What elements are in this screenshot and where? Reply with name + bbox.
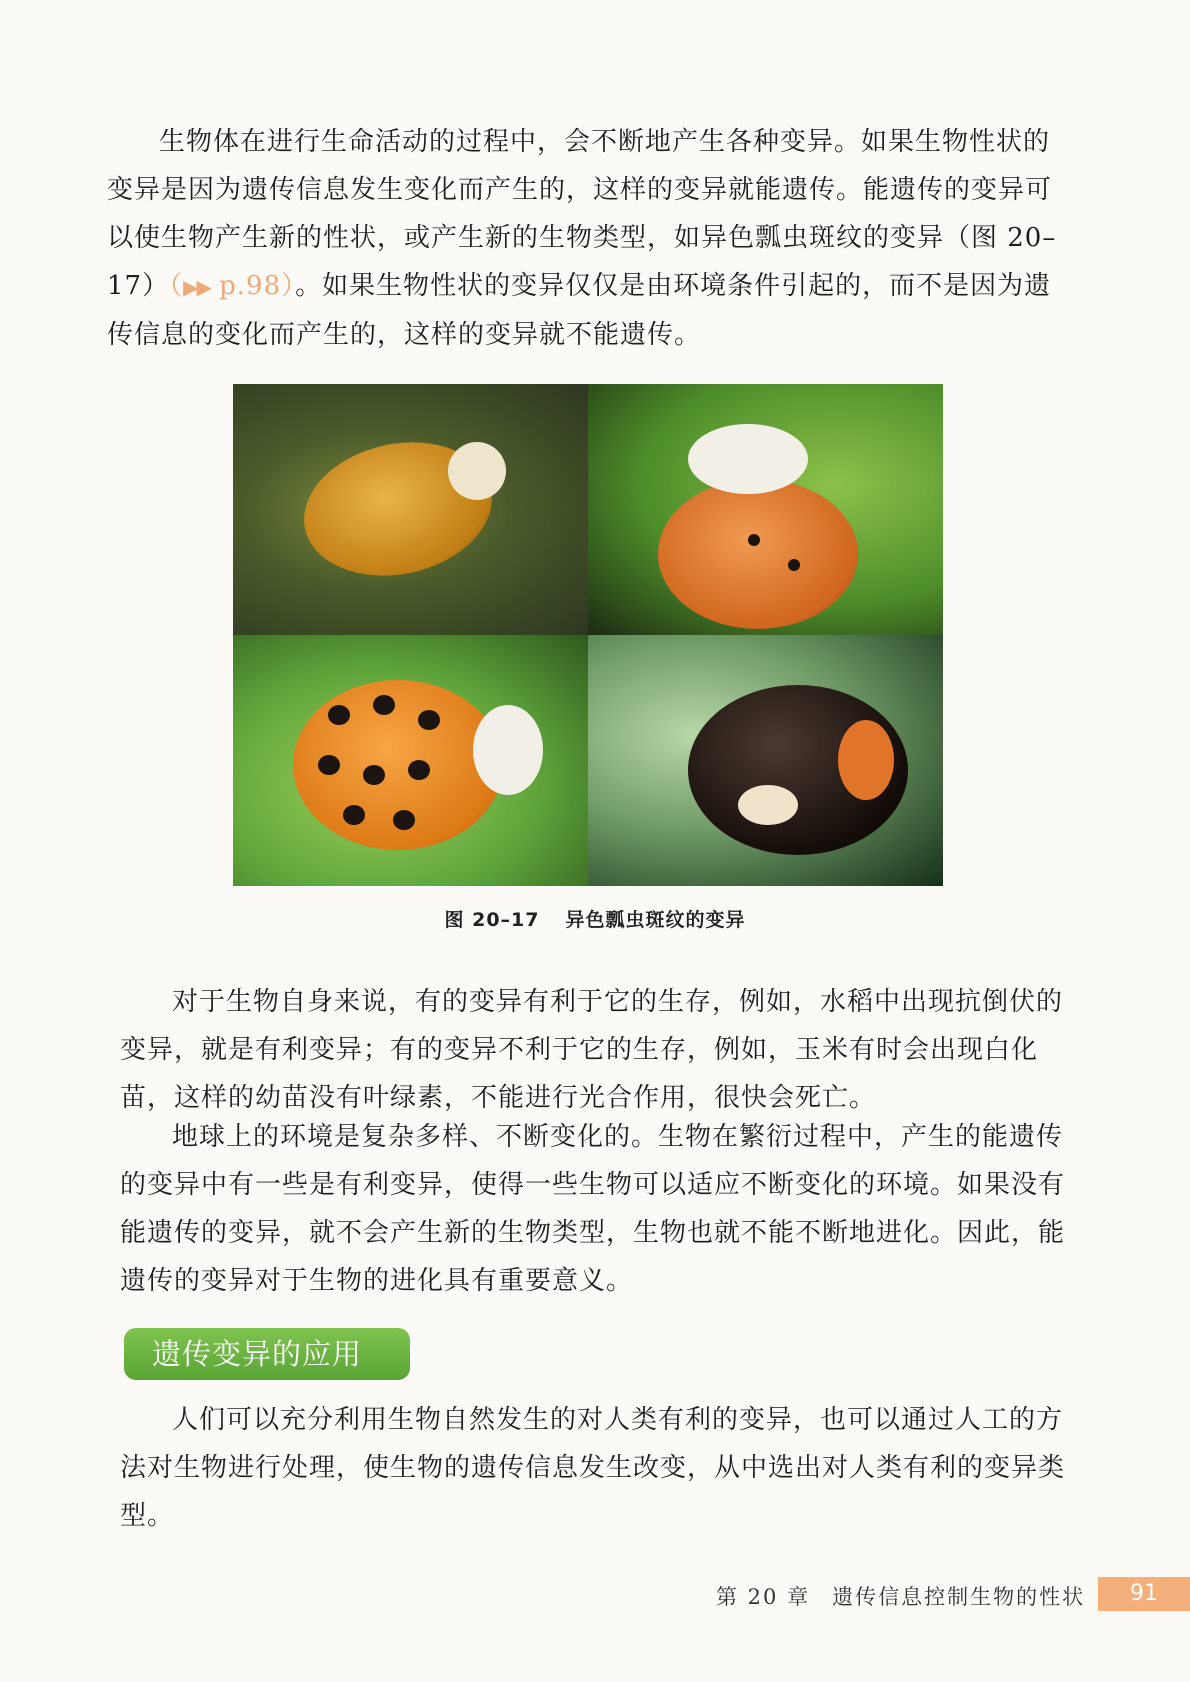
figure-title: 异色瓢虫斑纹的变异 [565,909,746,931]
ladybird-photo-few-spots [588,384,943,635]
page-reference-link[interactable]: （▶▶ p.98） [169,271,296,301]
figure-caption [0,905,1190,932]
ladybird-figure [233,384,943,886]
paragraph-evolution: 地球上的环境是复杂多样、不断变化的。生物在繁衍过程中，产生的能遗传的变异中有一些是有利变异，使得一些生物可以适应不断变化的环境。如果没有能遗传的变异，就不会产生新的生物类型，生物也就不能不断地进化。因此，能遗传的变异对于生物的进化具有重要意义。 [120,1122,1066,1296]
footer-chapter [716,1581,1085,1611]
figure-number: 图 20–17 [444,909,540,931]
paragraph-application: 人们可以充分利用生物自然发生的对人类有利的变异，也可以通过人工的方法对生物进行处理，使生物的遗传信息发生改变，从中选出对人类有利的变异类型。 [120,1405,1066,1531]
chapter-number: 第 20 章 [716,1585,811,1609]
section-heading: 遗传变异的应用 [124,1328,410,1380]
page-number: 91 [1098,1577,1190,1611]
paragraph-beneficial-variation: 对于生物自身来说，有的变异有利于它的生存，例如，水稻中出现抗倒伏的变异，就是有利变异；有的变异不利于它的生存，例如，玉米有时会出现白化苗，这样的幼苗没有叶绿素，不能进行光合作用，很快会死亡。 [120,987,1064,1113]
chapter-title: 遗传信息控制生物的性状 [832,1585,1086,1609]
double-arrow-icon: ▶▶ [183,275,210,299]
ladybird-photo-many-spots [233,635,588,886]
ladybird-photo-black-form [588,635,943,886]
ladybird-photo-plain [233,384,588,635]
paragraph-variation-intro: 生物体在进行生命活动的过程中，会不断地产生各种变异。如果生物性状的变异是因为遗传信息发生变化而产生的，这样的变异就能遗传。能遗传的变异可以使生物产生新的性状，或产生新的生物类型，如异色瓢虫斑纹的变异（图 20–17）（▶▶ p.98）。如果生物性状的变异仅仅是由环境条件引起的，而不是因为遗传信息的变化而产生的，这样的变异就不能遗传。 [107,127,1057,350]
